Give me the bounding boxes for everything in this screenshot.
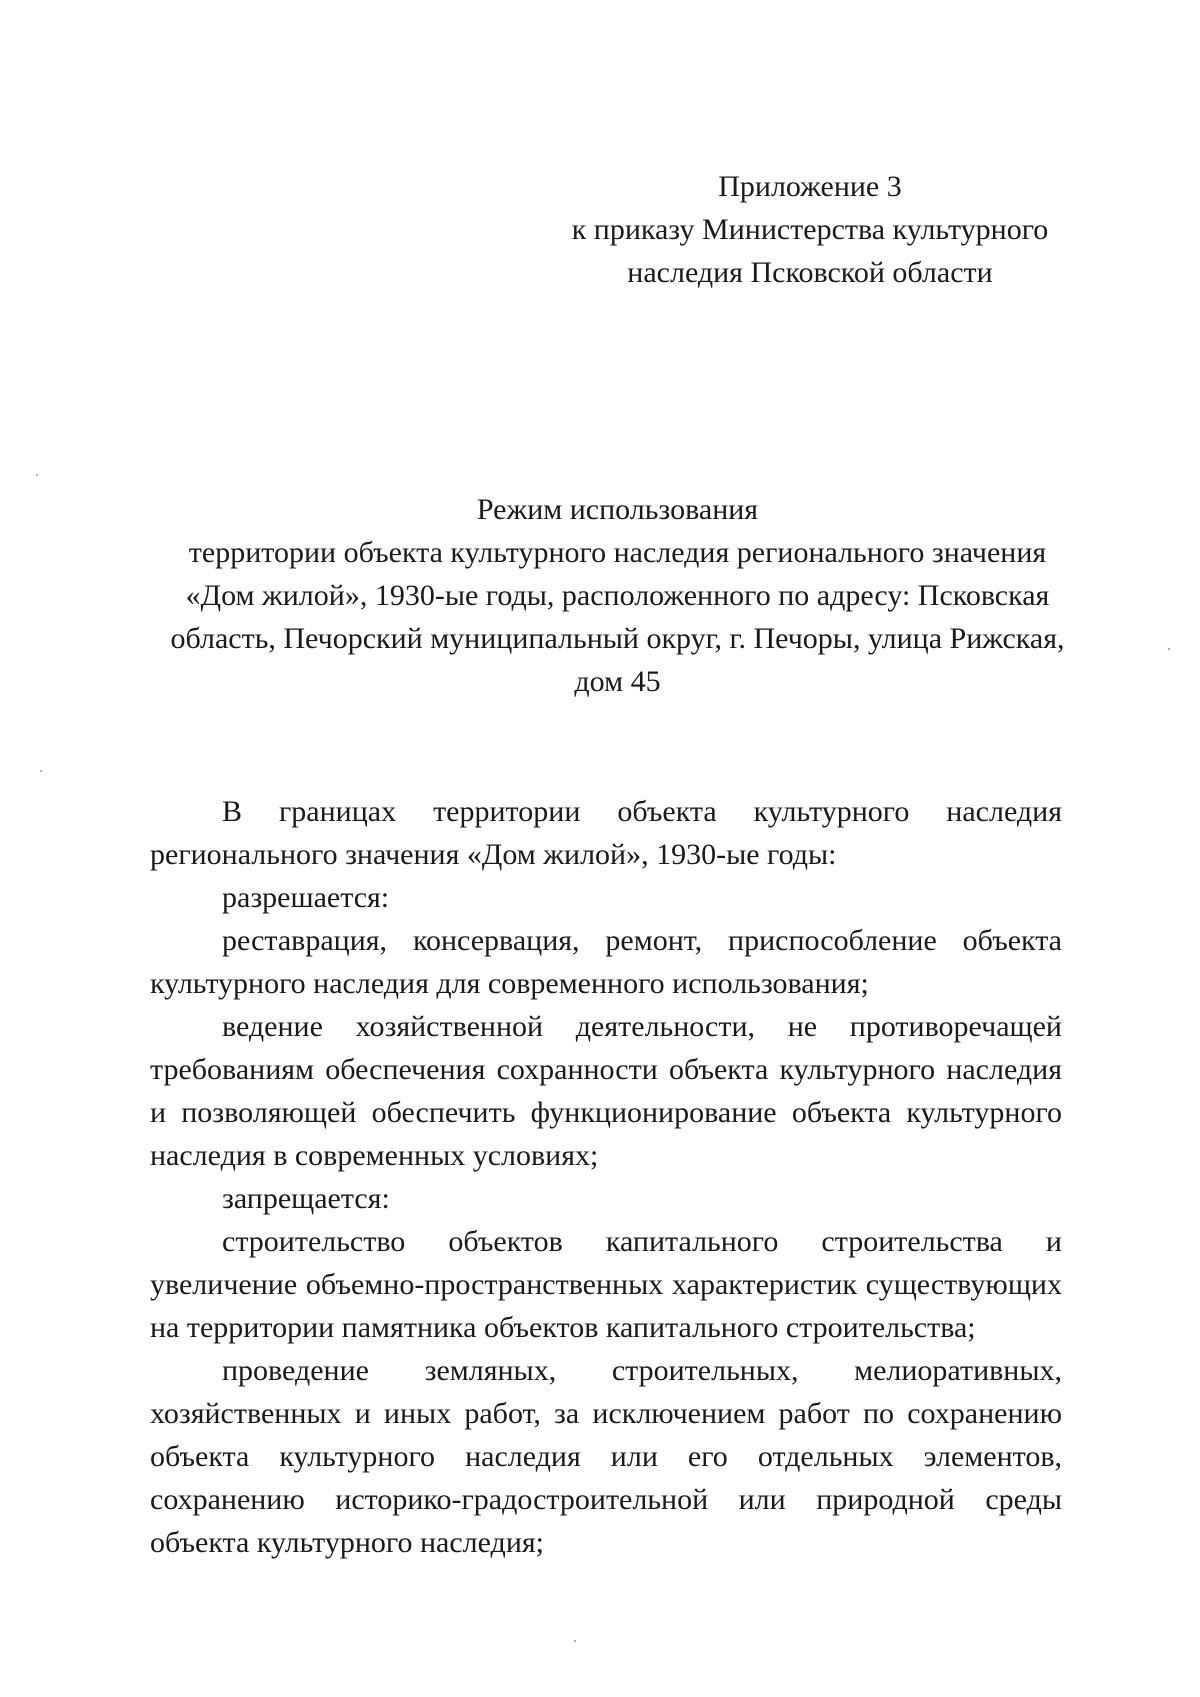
title-line-1: Режим использования	[476, 493, 759, 526]
document-body	[150, 790, 1062, 1564]
title-line-3: «Дом жилой», 1930-ые годы, расположенного по адресу: Псковская	[185, 579, 1050, 612]
intro-paragraph: В границах территории объекта культурного наследия регионального значения «Дом жилой», 1930-ые годы:	[150, 795, 1062, 871]
title-line-4: область, Печорский муниципальный округ, г. Печоры, улица Рижская,	[170, 622, 1065, 655]
appendix-header	[560, 165, 1060, 294]
appendix-line-1: Приложение 3	[718, 170, 902, 203]
title-line-5: дом 45	[574, 665, 661, 698]
scan-speck	[40, 770, 42, 772]
title-line-2: территории объекта культурного наследия регионального значения	[188, 536, 1047, 569]
document-title	[170, 488, 1065, 703]
scan-speck	[1168, 648, 1170, 650]
forbidden-item-1: строительство объектов капитального строительства и увеличение объемно-пространственных характеристик существующих на территории памятника объектов капитального строительства;	[150, 1225, 1062, 1344]
allowed-item-1: реставрация, консервация, ремонт, приспособление объекта культурного наследия для современного использования;	[150, 924, 1062, 1000]
forbidden-heading: запрещается:	[222, 1182, 390, 1215]
scan-speck	[36, 474, 38, 476]
appendix-line-2: к приказу Министерства культурного	[571, 213, 1049, 246]
forbidden-item-2: проведение земляных, строительных, мелиоративных, хозяйственных и иных работ, за исключением работ по сохранению объекта культурного наследия или его отдельных элементов, сохранению историко-градостроительной или природной среды объекта культурного наследия;	[150, 1354, 1062, 1559]
scan-speck	[574, 1640, 576, 1642]
appendix-line-3: наследия Псковской области	[627, 256, 993, 289]
allowed-heading: разрешается:	[222, 881, 390, 914]
allowed-item-2: ведение хозяйственной деятельности, не противоречащей требованиям обеспечения сохранности объекта культурного наследия и позволяющей обеспечить функционирование объекта культурного наследия в современных условиях;	[150, 1010, 1062, 1172]
